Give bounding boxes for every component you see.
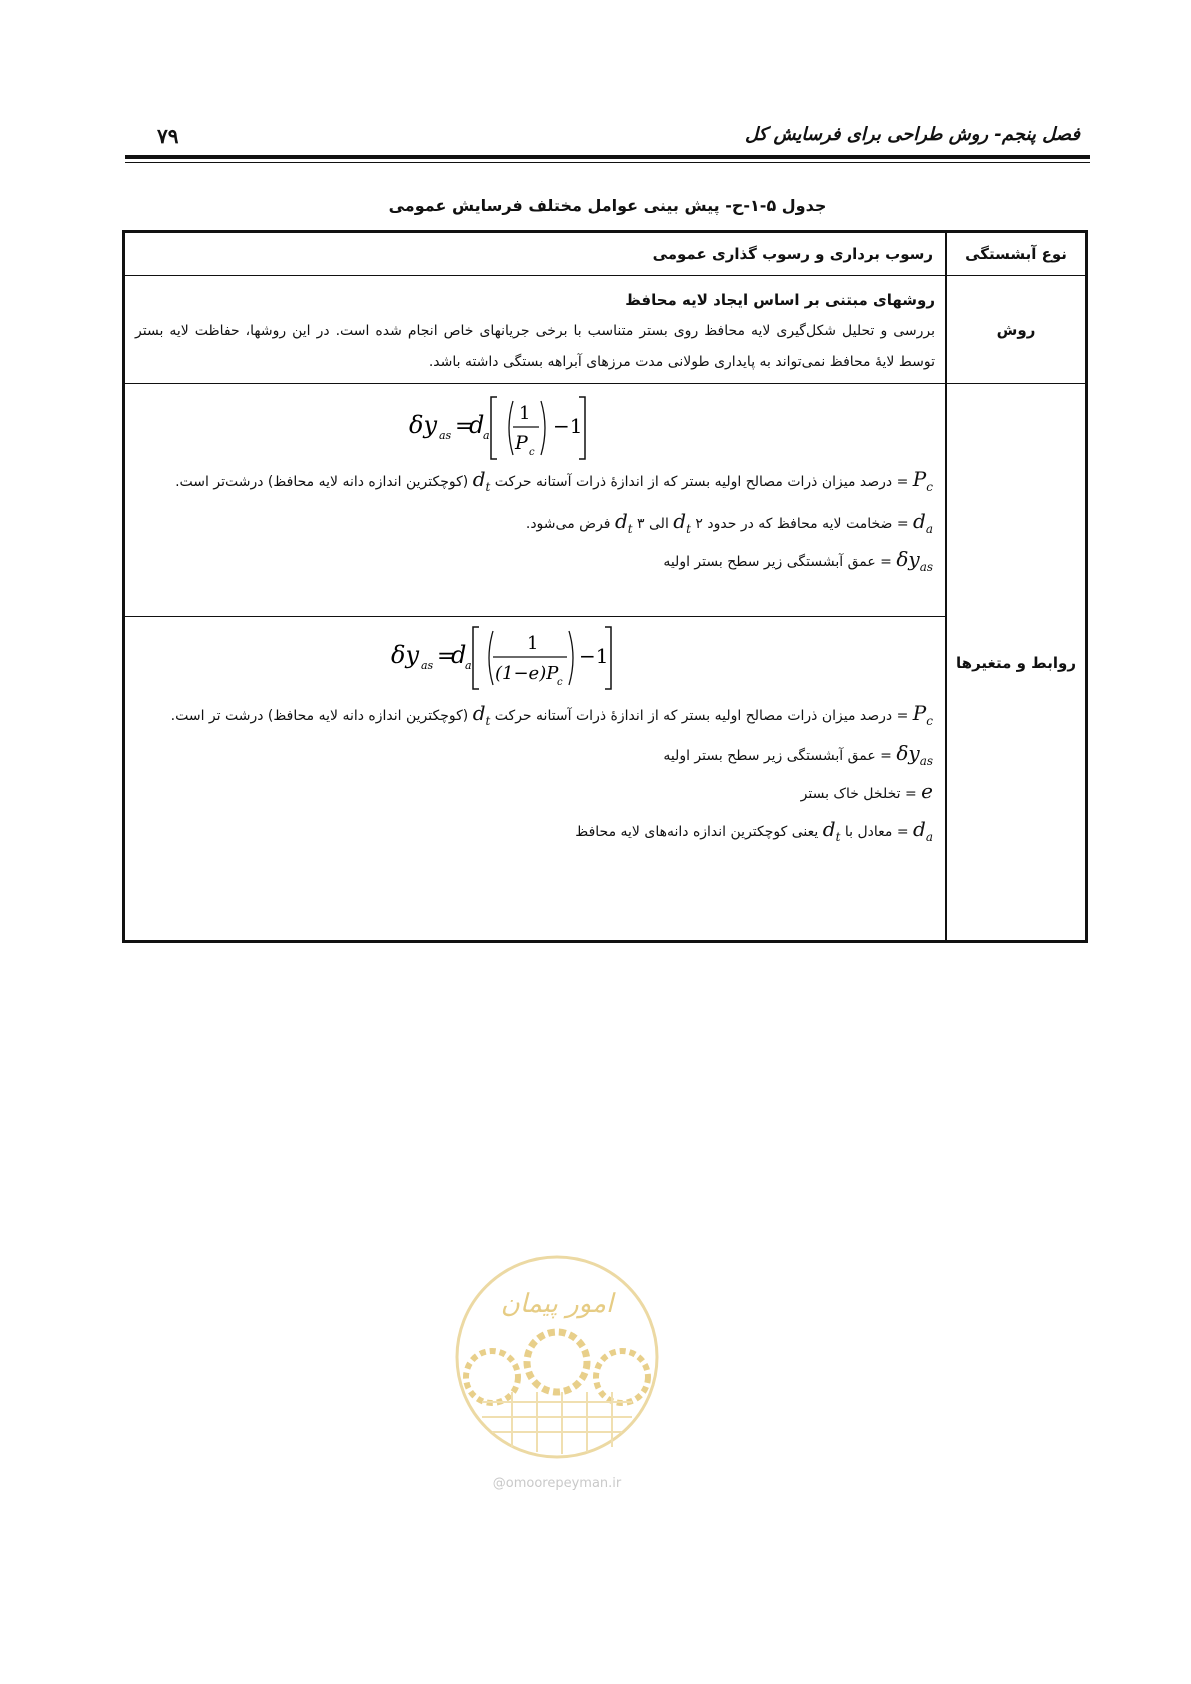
gear-icon xyxy=(466,1351,518,1403)
table-caption: جدول ۵-۱-ح- پیش بینی عوامل مختلف فرسایش عمومی xyxy=(388,196,827,215)
formula-2-block xyxy=(125,617,945,940)
formula-1-minus-one: −1 xyxy=(553,414,583,438)
formula-2-minus-one: −1 xyxy=(579,644,609,668)
method-label: روش xyxy=(996,321,1036,339)
formula-1-bracket-left xyxy=(491,397,497,459)
formula-2-d: d xyxy=(451,641,467,669)
formula-1-block xyxy=(125,385,945,616)
formula-2-lhs: δy xyxy=(391,641,420,669)
formula-2-var-pc: $P_c$ = درصد میزان ذرات مصالح اولیه بستر که از اندازهٔ ذرات آستانه حرکت $d_t$ (کوچکترین اندازه دانه لایه محافظ) درشت تر است. xyxy=(170,701,933,728)
header-scour-type: نوع آبشستگی xyxy=(965,245,1067,263)
formula-1-var-da: $d_a$ = ضخامت لایه محافظ که در حدود ۲ $d_t$ الی ۳ $d_t$ فرض می‌شود. xyxy=(525,509,933,536)
watermark-grid xyxy=(482,1392,632,1454)
formula-1-denominator: P xyxy=(515,432,528,454)
method-body: بررسی و تحلیل شکل‌گیری لایه محافظ روی بستر متناسب با برخی جریانهای خاص انجام شده است. در این روشها، حفاظت لایه بستر توسط لایهٔ محافظ نمی‌تواند به پایداری طولانی مدت مرزهای آبراهه بستگی داشته باشد. xyxy=(135,323,935,370)
gear-icon xyxy=(596,1351,648,1403)
row-divider-method-right xyxy=(947,383,1085,384)
formula-2 xyxy=(387,623,627,693)
formula-2-paren-left xyxy=(489,631,493,685)
formula-1-lhs-sub: as xyxy=(439,429,452,442)
page-number: ۷۹ xyxy=(157,124,179,148)
gear-icon xyxy=(527,1332,587,1392)
formula-2-lhs-sub: as xyxy=(421,659,434,672)
method-title: روشهای مبتنی بر اساس ایجاد لایه محافظ xyxy=(625,291,935,309)
formula-1-paren-right xyxy=(541,401,545,455)
formula-1-d: d xyxy=(469,411,485,439)
header-content: رسوب برداری و رسوب گذاری عمومی xyxy=(652,245,933,263)
formula-2-var-e: e = تخلخل خاک بستر xyxy=(800,779,933,803)
method-description xyxy=(125,277,945,383)
row-divider-header xyxy=(125,275,1085,276)
watermark-ring xyxy=(457,1257,657,1457)
watermark-logo xyxy=(452,1252,662,1462)
var-symbol: $P_c$ xyxy=(912,467,933,494)
formula-1-d-sub: a xyxy=(483,429,490,442)
row-divider-method xyxy=(125,383,945,384)
header-rule-thin xyxy=(125,162,1090,163)
formula-2-var-da: $d_a$ = معادل با $d_t$ یعنی کوچکترین اندازه دانه‌های لایه محافظ xyxy=(575,817,933,844)
formula-2-equals: = xyxy=(437,644,456,669)
formula-1-denominator-sub: c xyxy=(529,447,535,458)
formula-2-denominator: (1−e)P xyxy=(495,663,559,684)
chapter-title: فصل پنجم- روش طراحی برای فرسایش کل xyxy=(745,124,1080,145)
formula-2-paren-right xyxy=(569,631,573,685)
formula-1-var-pc: $P_c$ = درصد میزان ذرات مصالح اولیه بستر که از اندازهٔ ذرات آستانه حرکت $d_t$ (کوچکترین اندازه دانه لایه محافظ) درشت‌تر است. xyxy=(175,467,933,494)
relations-label: روابط و متغیرها xyxy=(956,653,1076,672)
formula-1 xyxy=(405,393,605,463)
formula-2-var-dyas: $\delta y_{as}$ = عمق آبشستگی زیر سطح بستر اولیه xyxy=(663,741,933,768)
page-header xyxy=(125,118,1090,148)
formula-1-lhs: δy xyxy=(409,411,438,439)
formula-1-equals: = xyxy=(455,414,474,439)
formula-2-denominator-sub: c xyxy=(557,677,563,688)
formula-1-var-dyas: $\delta y_{as}$ = عمق آبشستگی زیر سطح بستر اولیه xyxy=(663,547,933,574)
scour-table xyxy=(122,230,1088,943)
header-rule-thick xyxy=(125,155,1090,159)
formula-2-numerator: 1 xyxy=(527,633,539,654)
formula-1-numerator: 1 xyxy=(519,403,531,424)
formula-2-bracket-left xyxy=(473,627,479,689)
formula-2-d-sub: a xyxy=(465,659,472,672)
formula-1-paren-left xyxy=(509,401,513,455)
watermark-brand: امور پیمان xyxy=(500,1289,614,1319)
watermark-url: @omoorepeyman.ir xyxy=(492,1476,622,1491)
